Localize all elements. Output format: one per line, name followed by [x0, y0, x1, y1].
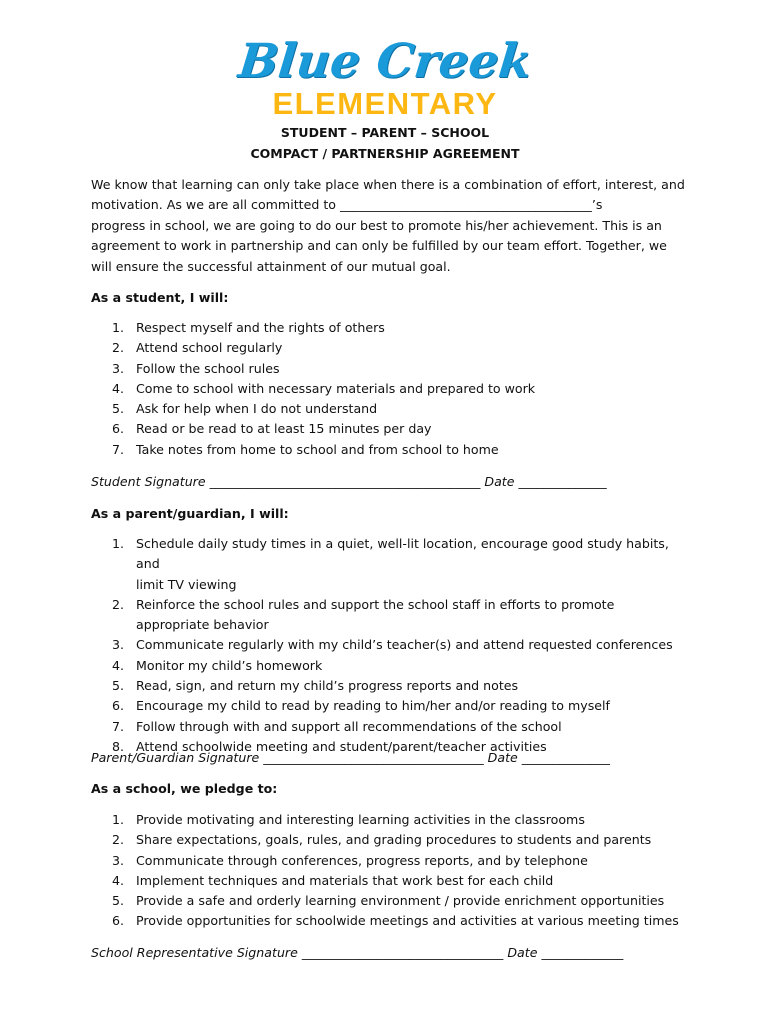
list-item-number: 1. [112, 320, 125, 335]
list-item-number: 1. [112, 812, 125, 827]
list-item-number: 2. [112, 340, 125, 356]
list-item-text: Attend schoolwide meeting and student/parent/teacher activities [136, 738, 547, 754]
list-item-number: 6. [112, 913, 125, 929]
list-item-number: 7. [112, 441, 125, 457]
list-item-text: Respect myself and the rights of others [136, 320, 385, 335]
list-item-text: Schedule daily study times in a quiet, well-lit location, encourage good study habits, and [136, 536, 669, 572]
list-item [91, 595, 691, 636]
intro-line: We know that learning can only take place when there is a combination of effort, interest, and [91, 177, 685, 192]
list-item-text: Ask for help when I do not understand [136, 401, 378, 417]
list-item [91, 656, 691, 676]
list-item [91, 399, 691, 419]
list-item [91, 717, 691, 737]
list-item [91, 891, 691, 911]
list-item-number: 4. [112, 380, 125, 396]
list-item [91, 359, 691, 379]
list-item-text: Attend school regularly [136, 340, 283, 356]
list-item-text: Read, sign, and return my child’s progress reports and notes [136, 678, 519, 694]
student-signature-line[interactable]: Student Signature ___________________________________________ Date ______________ [91, 474, 607, 489]
list-item-number: 5. [112, 893, 125, 909]
list-item-number: 3. [112, 637, 125, 653]
list-item-number: 4. [112, 872, 125, 888]
list-item-text: Follow through with and support all recommendations of the school [136, 718, 562, 734]
list-item-number: 7. [112, 718, 125, 734]
intro-line: will ensure the successful attainment of our mutual goal. [91, 258, 451, 274]
list-item [91, 871, 691, 891]
list-item-text: Provide motivating and interesting learning activities in the classrooms [136, 812, 585, 827]
list-item-text: Provide opportunities for schoolwide meetings and activities at various meeting times [136, 913, 679, 929]
list-item [91, 338, 691, 358]
list-item-text: limit TV viewing [136, 576, 237, 592]
list-item-number: 4. [112, 657, 125, 673]
list-item-text: Provide a safe and orderly learning environment / provide enrichment opportunities [136, 893, 665, 909]
school-list [91, 810, 691, 932]
student-list [91, 318, 691, 460]
student-section-heading: As a student, I will: [91, 290, 229, 305]
list-item-text: Implement techniques and materials that work best for each child [136, 872, 554, 888]
list-item [91, 440, 691, 460]
list-item [91, 696, 691, 716]
list-item [91, 419, 691, 439]
school-signature-line[interactable]: School Representative Signature ________________________________ Date _____________ [91, 945, 624, 960]
list-item-text: appropriate behavior [136, 617, 269, 633]
list-item-text: Communicate through conferences, progress reports, and by telephone [136, 852, 588, 868]
list-item-number: 6. [112, 421, 125, 437]
list-item-number: 5. [112, 401, 125, 417]
list-item-number: 8. [112, 738, 125, 754]
parent-signature-line[interactable]: Parent/Guardian Signature ___________________________________ Date ______________ [91, 750, 610, 765]
list-item-text: Monitor my child’s homework [136, 657, 323, 673]
list-item [91, 379, 691, 399]
list-item [91, 635, 691, 655]
list-item-number: 1. [112, 536, 125, 551]
list-item-number: 2. [112, 596, 125, 612]
list-item-number: 3. [112, 852, 125, 868]
intro-line: motivation. As we are all committed to ________________________________________’s [91, 197, 603, 213]
list-item [91, 810, 691, 830]
list-item [91, 534, 691, 595]
intro-line: progress in school, we are going to do our best to promote his/her achievement. This is an [91, 217, 662, 233]
intro-line: agreement to work in partnership and can only be fulfilled by our team effort. Together, we [91, 238, 667, 254]
list-item-text: Share expectations, goals, rules, and grading procedures to students and parents [136, 832, 652, 848]
intro-paragraph [91, 175, 691, 277]
list-item-text: Follow the school rules [136, 360, 280, 376]
list-item-number: 3. [112, 360, 125, 376]
list-item [91, 676, 691, 696]
parent-section-heading: As a parent/guardian, I will: [91, 506, 289, 521]
list-item [91, 318, 691, 338]
list-item-text: Read or be read to at least 15 minutes per day [136, 421, 432, 437]
parent-list [91, 534, 691, 757]
list-item-number: 6. [112, 698, 125, 714]
heading-line-1: STUDENT – PARENT – SCHOOL [280, 125, 490, 140]
heading-line-2: COMPACT / PARTNERSHIP AGREEMENT [250, 146, 520, 161]
school-section-heading: As a school, we pledge to: [91, 781, 278, 796]
logo-title: Blue Creek [235, 34, 535, 89]
list-item-text: Take notes from home to school and from school to home [136, 441, 499, 457]
list-item [91, 851, 691, 871]
list-item [91, 830, 691, 850]
list-item-text: Encourage my child to read by reading to him/her and/or reading to myself [136, 698, 610, 714]
list-item-number: 5. [112, 678, 125, 694]
list-item-text: Come to school with necessary materials and prepared to work [136, 380, 536, 396]
list-item-text: Reinforce the school rules and support the school staff in efforts to promote [136, 596, 615, 612]
list-item [91, 911, 691, 931]
logo-subtitle: ELEMENTARY [272, 86, 498, 121]
list-item-text: Communicate regularly with my child’s teacher(s) and attend requested conferences [136, 637, 673, 653]
list-item-number: 2. [112, 832, 125, 848]
